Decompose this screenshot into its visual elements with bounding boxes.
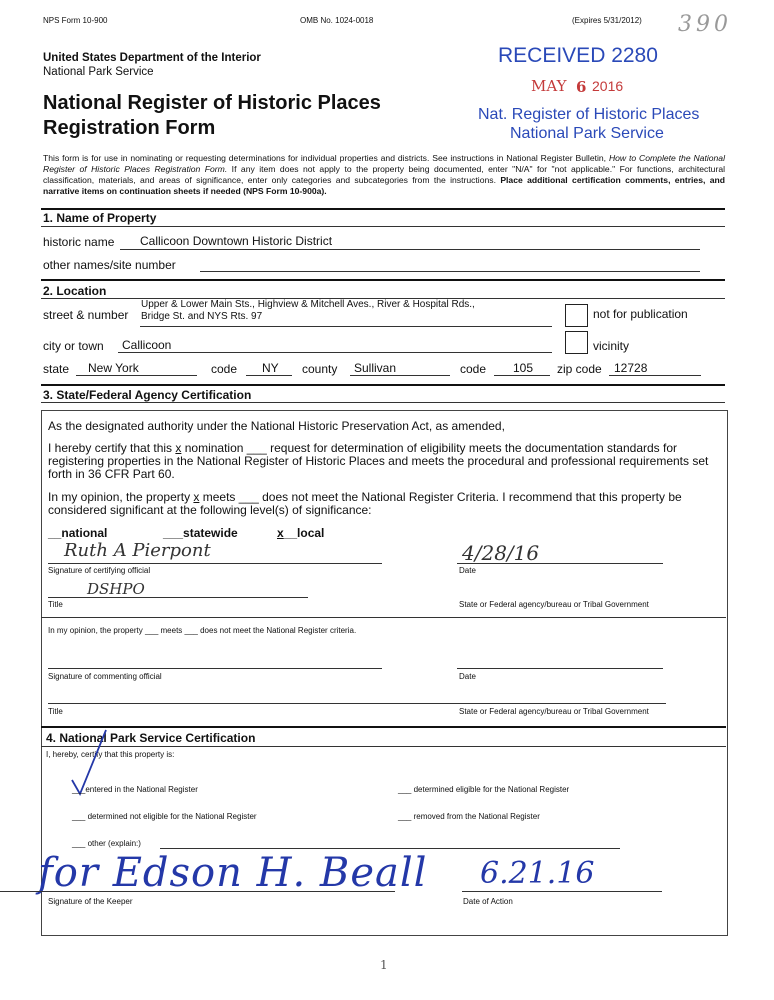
expiration-date: (Expires 5/31/2012) (572, 16, 642, 25)
omb-number: OMB No. 1024-0018 (300, 16, 374, 25)
level-local[interactable]: x__local (277, 526, 325, 540)
comment-date-label: Date (459, 672, 476, 681)
received-stamp: RECEIVED 2280 (498, 44, 658, 67)
not-for-publication-checkbox[interactable] (565, 304, 588, 327)
keeper-label: Signature of the Keeper (48, 897, 133, 906)
stamp-office-line1: Nat. Register of Historic Places (478, 106, 700, 123)
opinion-statement: In my opinion, the property x meets ___ does not meet the National Register Criteria. I recommend that this property be considered significant at the following level(s) of significance: (48, 490, 682, 517)
form-title-line2: Registration Form (43, 117, 216, 139)
street-label: street & number (43, 308, 129, 322)
stamp-date-month: MAY (531, 77, 567, 95)
section4-heading: 4. National Park Service Certification (46, 731, 256, 745)
date-label: Date (459, 566, 476, 575)
county-label: county (302, 362, 338, 376)
section3-heading: 3. State/Federal Agency Certification (43, 388, 252, 402)
state-code-label: code (211, 362, 238, 376)
certifying-signature: Ruth A Pierpont (64, 540, 211, 561)
stamp-date-year: 2016 (592, 78, 624, 94)
page-number: 1 (380, 958, 388, 972)
certify-statement: I hereby certify that this x nomination ___ request for determination of eligibility meets the documentation standards for registering properties in the National Register of Historic Places and meets the procedural and professional requirements set forth in 36 CFR Part 60. (48, 441, 709, 481)
historic-name-field[interactable]: Callicoon Downtown Historic District (140, 234, 333, 248)
comment-signature-label: Signature of commenting official (48, 672, 162, 681)
form-number: NPS Form 10-900 (43, 16, 108, 25)
stamp-office-line2: National Park Service (510, 125, 664, 142)
zip-field[interactable]: 12728 (614, 361, 648, 375)
level-statewide[interactable]: ___statewide (163, 526, 238, 540)
agency-label: State or Federal agency/bureau or Tribal Government (459, 600, 649, 609)
option-determined-eligible[interactable]: ___ determined eligible for the National Register (398, 785, 570, 794)
option-other[interactable]: ___ other (explain:) (72, 839, 141, 848)
title-label: Title (48, 600, 63, 609)
instructions-paragraph: This form is for use in nominating or requesting determinations for individual properties and districts. See instructions in National Register Bulletin, How to Complete the National Register of Historic Places Registration Form. If any item does not apply to the property being documented, enter "N/A" for "not applicable." For functions, architectural classification, materials, and areas of significance, enter only categories and subcategories from the instructions. Place additional certification comments, entries, and narrative items on continuation sheets if needed (NPS Form 10-900a). (43, 153, 726, 196)
state-label: state (43, 362, 70, 376)
street-line1[interactable]: Upper & Lower Main Sts., Highview & Mitchell Aves., River & Hospital Rds., (141, 299, 475, 310)
comment-agency-label: State or Federal agency/bureau or Tribal Government (459, 707, 649, 716)
corner-handwritten-number: 390 (678, 12, 732, 37)
stamp-date-day: 6 (576, 78, 587, 96)
city-label: city or town (43, 339, 104, 353)
other-names-label: other names/site number (43, 258, 176, 272)
form-title-line1: National Register of Historic Places (43, 92, 381, 114)
signature-label: Signature of certifying official (48, 566, 151, 575)
zip-label: zip code (557, 362, 602, 376)
department-name: United States Department of the Interior (43, 52, 261, 64)
vicinity-checkbox[interactable] (565, 331, 588, 354)
section1-heading: 1. Name of Property (43, 211, 157, 225)
option-entered[interactable]: ___entered in the National Register (72, 785, 198, 794)
comment-opinion: In my opinion, the property ___ meets ___ does not meet the National Register criteria. (48, 626, 357, 635)
historic-name-label: historic name (43, 235, 115, 249)
option-removed[interactable]: ___ removed from the National Register (398, 812, 540, 821)
county-field[interactable]: Sullivan (354, 361, 397, 375)
city-field[interactable]: Callicoon (122, 338, 172, 352)
street-line2[interactable]: Bridge St. and NYS Rts. 97 (141, 311, 263, 322)
action-date-label: Date of Action (463, 897, 513, 906)
vicinity-label: vicinity (593, 339, 630, 353)
option-not-eligible[interactable]: ___ determined not eligible for the National Register (72, 812, 257, 821)
action-date: 6.21.16 (480, 856, 595, 891)
county-code-label: code (460, 362, 487, 376)
certifying-date: 4/28/16 (462, 541, 540, 565)
county-code-field[interactable]: 105 (513, 361, 534, 375)
comment-title-label: Title (48, 707, 63, 716)
state-code-field[interactable]: NY (262, 361, 279, 375)
not-for-publication-label: not for publication (593, 307, 688, 321)
keeper-signature: for Edson H. Beall (38, 850, 428, 896)
certifying-title: DSHPO (87, 580, 145, 598)
section2-heading: 2. Location (43, 284, 107, 298)
authority-statement: As the designated authority under the National Historic Preservation Act, as amended, (48, 419, 505, 433)
service-name: National Park Service (43, 66, 154, 78)
nps-certify-statement: I, hereby, certify that this property is: (46, 750, 175, 759)
level-national[interactable]: __national (48, 526, 108, 540)
state-field[interactable]: New York (88, 361, 139, 375)
